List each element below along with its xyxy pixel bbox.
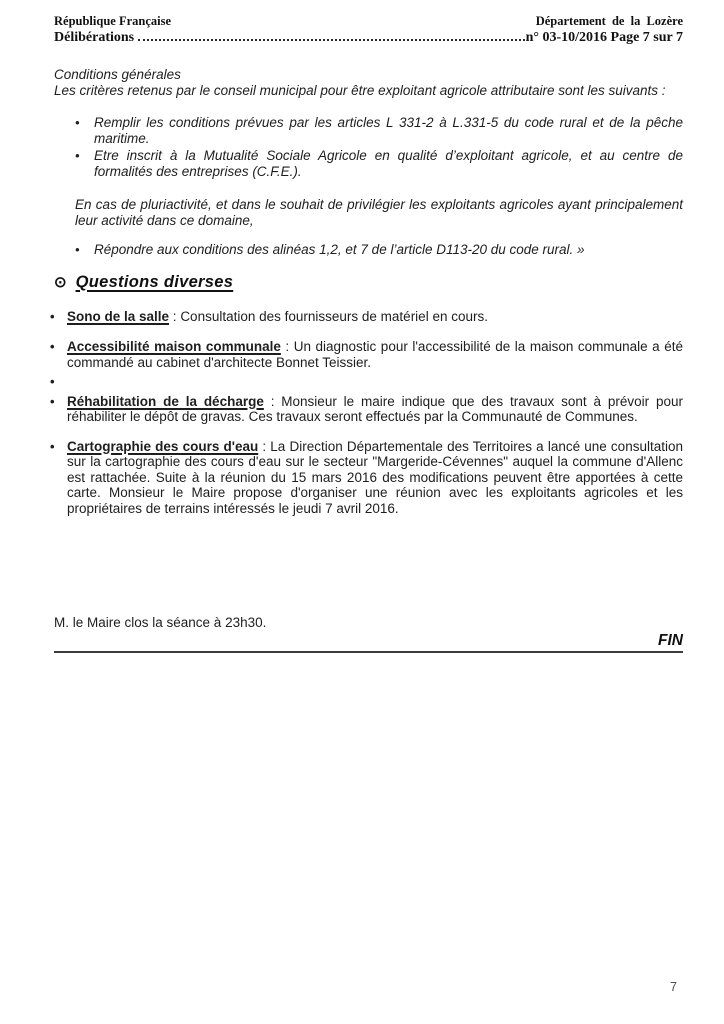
conditions-intro (54, 67, 683, 99)
bullet-icon: • (50, 438, 55, 454)
question-item-text: Monsieur le maire indique que des travaux sont à prévoir pour réhabiliter le dépôt de gravas. Ces travaux seront effectués par la Communauté de Communes. (67, 393, 683, 424)
criteria-item-text: Remplir les conditions prévues par les articles L 331-2 à L.331-5 du code rural et de la pêche maritime. (94, 115, 683, 146)
questions-heading-label: Questions diverses (75, 272, 234, 291)
question-item-colon: : (280, 339, 294, 354)
question-item-title: Accessibilité maison communale (67, 339, 281, 354)
question-item-text: Consultation des fournisseurs de matériel en cours. (180, 308, 488, 324)
criteria-item-text: Etre inscrit à la Mutualité Sociale Agricole en qualité d’exploitant agricole, et au centre de formalités des entreprises (C.F.E.). (94, 148, 683, 179)
questions-heading (54, 273, 683, 292)
bullet-icon: • (50, 393, 55, 409)
list-item (50, 374, 683, 390)
header-doc-label: Délibérations (54, 30, 135, 45)
list-item (50, 309, 683, 325)
list-item (75, 242, 683, 258)
conditions-lead: Les critères retenus par le conseil municipal pour être exploitant agricole attributaire sont les suivants : (54, 83, 666, 98)
bullet-icon: • (50, 374, 55, 389)
repondre-item-text: Répondre aux conditions des alinéas 1,2, et 7 de l’article D113-20 du code rural. » (94, 242, 585, 257)
bullet-icon: • (75, 115, 80, 130)
question-item-title: Réhabilitation de la décharge (67, 393, 264, 409)
fin-label: FIN (658, 631, 683, 649)
conditions-title: Conditions générales (54, 67, 181, 82)
dotted-leader (138, 38, 524, 41)
header-right-text: Département de la Lozère (535, 14, 683, 28)
circled-dot-icon: ⊙ (54, 273, 67, 291)
list-item (50, 439, 683, 517)
repondre-list (75, 242, 683, 258)
criteria-list (75, 115, 683, 179)
closing-statement: M. le Maire clos la séance à 23h30. (54, 615, 267, 630)
list-item (75, 148, 683, 179)
bullet-icon: • (75, 148, 80, 163)
fin-rule (54, 632, 683, 653)
pluriactivite-paragraph: En cas de pluriactivité, et dans le souhait de privilégier les exploitants agricoles ayant principalement leur activité dans ce domaine, (75, 197, 683, 228)
page-number: 7 (670, 980, 677, 994)
question-item-colon: : (263, 393, 282, 409)
header-doc-ref: n° 03-10/2016 Page 7 sur 7 (525, 30, 683, 45)
question-item-title: Cartographie des cours d'eau (67, 438, 259, 454)
bullet-icon: • (75, 242, 80, 257)
question-item-text: La Direction Départementale des Territoires a lancé une consultation sur la cartographie des cours d'eau sur le secteur "Margeride-Cévennes" auquel la commune d'Allenc est rattachée. Suite à la réunion du 15 mars 2016 des modifications peuvent être apportées à cette carte. Monsieur le Maire propose d'organiser une réunion avec les exploitants agricoles et les propriétaires de terrains intéressés le jeudi 7 avril 2016. (67, 438, 683, 516)
header-left-text: République Française (54, 14, 172, 28)
question-item-text: Un diagnostic pour l'accessibilité de la maison communale a été commandé au cabinet d'architecte Bonnet Teissier. (67, 339, 683, 370)
list-item (50, 339, 683, 370)
question-item-colon: : (258, 438, 271, 454)
page-header (54, 14, 683, 46)
question-item-title: Sono de la salle (67, 308, 170, 324)
bullet-icon: • (50, 339, 55, 354)
list-item (50, 394, 683, 425)
questions-list (50, 309, 683, 517)
list-item (75, 115, 683, 146)
question-item-colon: : (169, 308, 181, 324)
bullet-icon: • (50, 308, 55, 324)
